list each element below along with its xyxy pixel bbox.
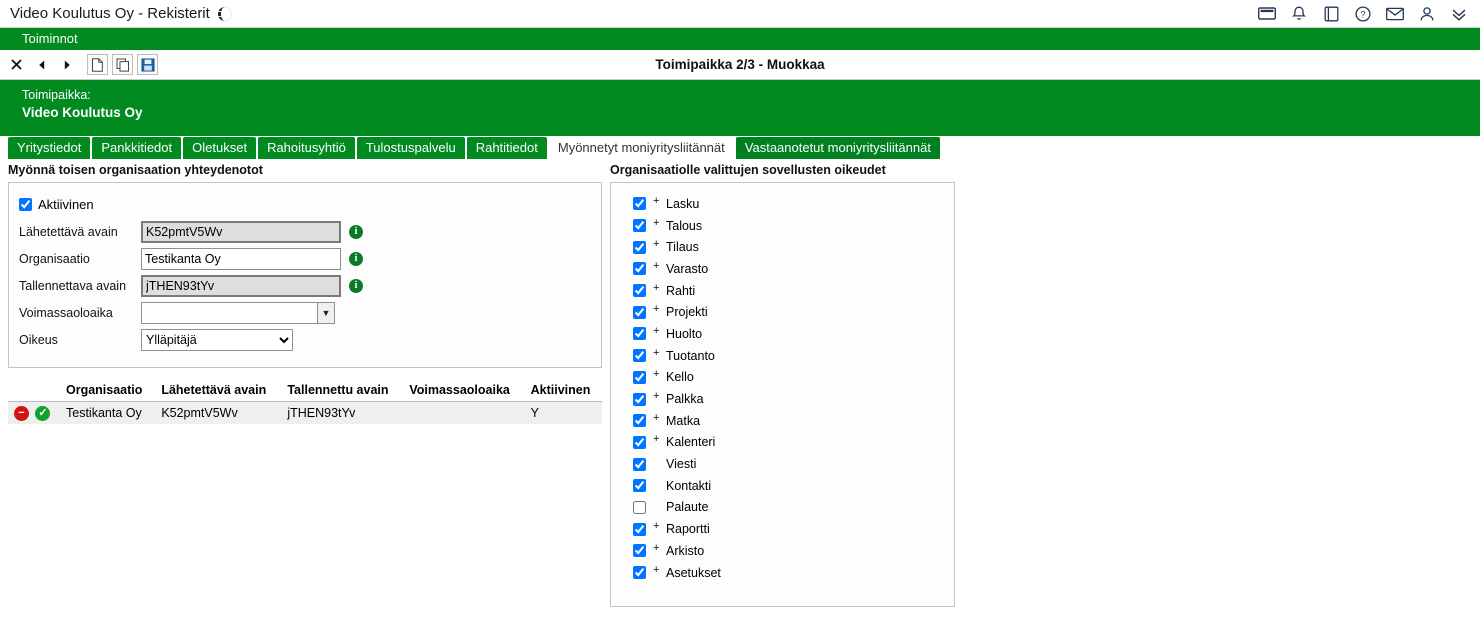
record-header-label: Toimipaikka: xyxy=(22,88,91,102)
tab-myonnetyt-moniyritysliitannat[interactable]: Myönnetyt moniyritysliitännät xyxy=(549,137,734,159)
cell-organisaatio: Testikanta Oy xyxy=(60,402,155,425)
cell-aktiivinen: Y xyxy=(525,402,602,425)
list-item[interactable] xyxy=(633,410,954,432)
label-arkisto: Arkisto xyxy=(666,543,705,558)
tab-vastaanotetut-moniyritysliitannat[interactable]: Vastaanotetut moniyritysliitännät xyxy=(736,137,940,159)
cell-voimassaoloaika xyxy=(403,402,524,425)
table-row[interactable] xyxy=(8,402,602,425)
help-icon[interactable] xyxy=(1354,5,1372,23)
label-huolto: Huolto xyxy=(666,326,703,341)
checkbox-kontakti[interactable] xyxy=(633,479,646,492)
globe-icon[interactable] xyxy=(217,6,233,22)
tab-bar xyxy=(0,136,1480,159)
checkbox-matka[interactable] xyxy=(633,414,646,427)
checkbox-raportti[interactable] xyxy=(633,523,646,536)
label-raportti: Raportti xyxy=(666,522,710,537)
list-item[interactable] xyxy=(633,193,954,215)
list-item[interactable] xyxy=(633,388,954,410)
lahetettava-avain-label: Lähetettävä avain xyxy=(19,224,118,239)
table-header-organisaatio: Organisaatio xyxy=(60,380,155,402)
organisation-row xyxy=(19,245,591,272)
permission-row xyxy=(19,326,591,353)
label-viesti: Viesti xyxy=(666,457,697,472)
list-item[interactable] xyxy=(633,258,954,280)
document-title: Toimipaikka 2/3 - Muokkaa xyxy=(655,57,825,72)
monitor-icon[interactable] xyxy=(1258,5,1276,23)
oikeus-label: Oikeus xyxy=(19,332,58,347)
checkbox-kello[interactable] xyxy=(633,371,646,384)
chevron-down-icon[interactable]: ▼ xyxy=(317,302,335,324)
plus-icon: + xyxy=(653,368,660,381)
plus-icon: + xyxy=(653,281,660,294)
checkbox-varasto[interactable] xyxy=(633,262,646,275)
stored-key-row xyxy=(19,272,591,299)
new-document-button[interactable] xyxy=(87,54,108,75)
plus-icon: + xyxy=(653,238,660,251)
table-header-actions xyxy=(8,380,60,402)
content-area xyxy=(0,159,1480,629)
checkbox-huolto[interactable] xyxy=(633,327,646,340)
list-item[interactable] xyxy=(633,497,954,519)
checkbox-palkka[interactable] xyxy=(633,393,646,406)
left-section-heading: Myönnä toisen organisaation yhteydenotot xyxy=(8,163,263,177)
plus-icon: + xyxy=(653,520,660,533)
cell-tallennettu-avain: jTHEN93tYv xyxy=(281,402,403,425)
table-header-aktiivinen: Aktiivinen xyxy=(525,380,602,402)
right-section-heading: Organisaatiolle valittujen sovellusten oikeudet xyxy=(610,163,886,177)
plus-icon: + xyxy=(653,324,660,337)
label-talous: Talous xyxy=(666,218,703,233)
plus-icon: + xyxy=(653,433,660,446)
checkbox-viesti[interactable] xyxy=(633,458,646,471)
info-icon-tallennettava-avain[interactable]: i xyxy=(349,279,363,293)
plus-icon: + xyxy=(653,411,660,424)
active-row xyxy=(19,191,591,218)
list-item[interactable] xyxy=(633,518,954,540)
list-item[interactable] xyxy=(633,367,954,389)
plus-icon: + xyxy=(653,563,660,576)
voimassaoloaika-label: Voimassaoloaika xyxy=(19,305,113,320)
checkbox-rahti[interactable] xyxy=(633,284,646,297)
tab-tulostuspalvelu[interactable]: Tulostuspalvelu xyxy=(357,137,465,159)
bell-icon[interactable] xyxy=(1290,5,1308,23)
checkbox-tuotanto[interactable] xyxy=(633,349,646,362)
validity-row xyxy=(19,299,591,326)
application-rights-list xyxy=(610,182,955,607)
label-kalenteri: Kalenteri xyxy=(666,435,716,450)
book-icon[interactable] xyxy=(1322,5,1340,23)
sent-key-row xyxy=(19,218,591,245)
label-palaute: Palaute xyxy=(666,500,709,515)
label-kontakti: Kontakti xyxy=(666,478,712,493)
organisaatio-label: Organisaatio xyxy=(19,251,90,266)
plus-icon: + xyxy=(653,541,660,554)
plus-icon: + xyxy=(653,346,660,359)
voimassaoloaika-input[interactable] xyxy=(141,302,317,324)
tab-rahtitiedot[interactable]: Rahtitiedot xyxy=(467,137,547,159)
plus-icon: + xyxy=(653,259,660,272)
voimassaoloaika-combo[interactable] xyxy=(141,302,335,324)
title-bar xyxy=(0,0,1480,28)
label-matka: Matka xyxy=(666,413,701,428)
list-item[interactable] xyxy=(633,323,954,345)
checkbox-kalenteri[interactable] xyxy=(633,436,646,449)
left-panel xyxy=(8,159,602,424)
checkbox-arkisto[interactable] xyxy=(633,544,646,557)
svg-text:?: ? xyxy=(1360,9,1366,20)
plus-icon: + xyxy=(653,216,660,229)
close-button[interactable] xyxy=(6,54,27,75)
next-button[interactable] xyxy=(56,54,77,75)
checkbox-tilaus[interactable] xyxy=(633,241,646,254)
connection-form xyxy=(8,182,602,368)
menu-item-toiminnot[interactable]: Toiminnot xyxy=(22,31,78,46)
previous-button[interactable] xyxy=(31,54,52,75)
aktiivinen-checkbox[interactable] xyxy=(19,198,32,211)
plus-icon: + xyxy=(653,194,660,207)
tab-yritystiedot[interactable]: Yritystiedot xyxy=(8,137,90,159)
delete-row-icon[interactable]: − xyxy=(14,406,29,421)
tab-pankkitiedot[interactable]: Pankkitiedot xyxy=(92,137,181,159)
plus-icon: + xyxy=(653,390,660,403)
table-header-tallennettu-avain: Tallennettu avain xyxy=(281,380,403,402)
list-item[interactable] xyxy=(633,540,954,562)
info-icon-lahetettava-avain[interactable]: i xyxy=(349,225,363,239)
checkbox-projekti[interactable] xyxy=(633,306,646,319)
user-icon[interactable] xyxy=(1418,5,1436,23)
label-kello: Kello xyxy=(666,370,694,385)
label-asetukset: Asetukset xyxy=(666,565,721,580)
menu-bar xyxy=(0,28,1480,50)
label-rahti: Rahti xyxy=(666,283,696,298)
checkbox-talous[interactable] xyxy=(633,219,646,232)
list-item[interactable] xyxy=(633,215,954,237)
oikeus-select[interactable] xyxy=(141,329,293,351)
connections-table xyxy=(8,380,602,424)
window-title: Video Koulutus Oy - Rekisterit xyxy=(10,5,210,22)
list-item[interactable] xyxy=(633,453,954,475)
record-header xyxy=(0,80,1480,136)
label-tuotanto: Tuotanto xyxy=(666,348,715,363)
list-item[interactable] xyxy=(633,301,954,323)
tallennettava-avain-label: Tallennettava avain xyxy=(19,278,127,293)
list-item[interactable] xyxy=(633,236,954,258)
list-item[interactable] xyxy=(633,345,954,367)
confirm-row-icon[interactable]: ✓ xyxy=(35,406,50,421)
plus-icon: + xyxy=(653,303,660,316)
row-action-cell xyxy=(8,402,60,425)
table-header-lahetettava-avain: Lähetettävä avain xyxy=(155,380,281,402)
lahetettava-avain-input[interactable] xyxy=(141,221,341,243)
tallennettava-avain-input[interactable] xyxy=(141,275,341,297)
table-header-voimassaoloaika: Voimassaoloaika xyxy=(403,380,524,402)
label-lasku: Lasku xyxy=(666,196,700,211)
list-item[interactable] xyxy=(633,475,954,497)
checkbox-asetukset[interactable] xyxy=(633,566,646,579)
right-panel xyxy=(610,159,955,607)
titlebar-icon-group xyxy=(1258,5,1472,23)
toolbar xyxy=(0,50,1480,80)
list-item[interactable] xyxy=(633,432,954,454)
info-icon-organisaatio[interactable]: i xyxy=(349,252,363,266)
chevron-double-down-icon[interactable] xyxy=(1450,5,1468,23)
tab-rahoitusyhtio[interactable]: Rahoitusyhtiö xyxy=(258,137,355,159)
mail-icon[interactable] xyxy=(1386,5,1404,23)
label-tilaus: Tilaus xyxy=(666,240,699,255)
table-header-row xyxy=(8,380,602,402)
list-item[interactable] xyxy=(633,562,954,584)
checkbox-lasku[interactable] xyxy=(633,197,646,210)
checkbox-palaute[interactable] xyxy=(633,501,646,514)
cell-lahetettava-avain: K52pmtV5Wv xyxy=(155,402,281,425)
copy-button[interactable] xyxy=(112,54,133,75)
label-palkka: Palkka xyxy=(666,392,704,407)
list-item[interactable] xyxy=(633,280,954,302)
record-header-value: Video Koulutus Oy xyxy=(22,105,143,120)
tab-oletukset[interactable]: Oletukset xyxy=(183,137,256,159)
label-projekti: Projekti xyxy=(666,305,708,320)
aktiivinen-label: Aktiivinen xyxy=(38,197,94,212)
save-button[interactable] xyxy=(137,54,158,75)
label-varasto: Varasto xyxy=(666,261,709,276)
organisaatio-input[interactable] xyxy=(141,248,341,270)
